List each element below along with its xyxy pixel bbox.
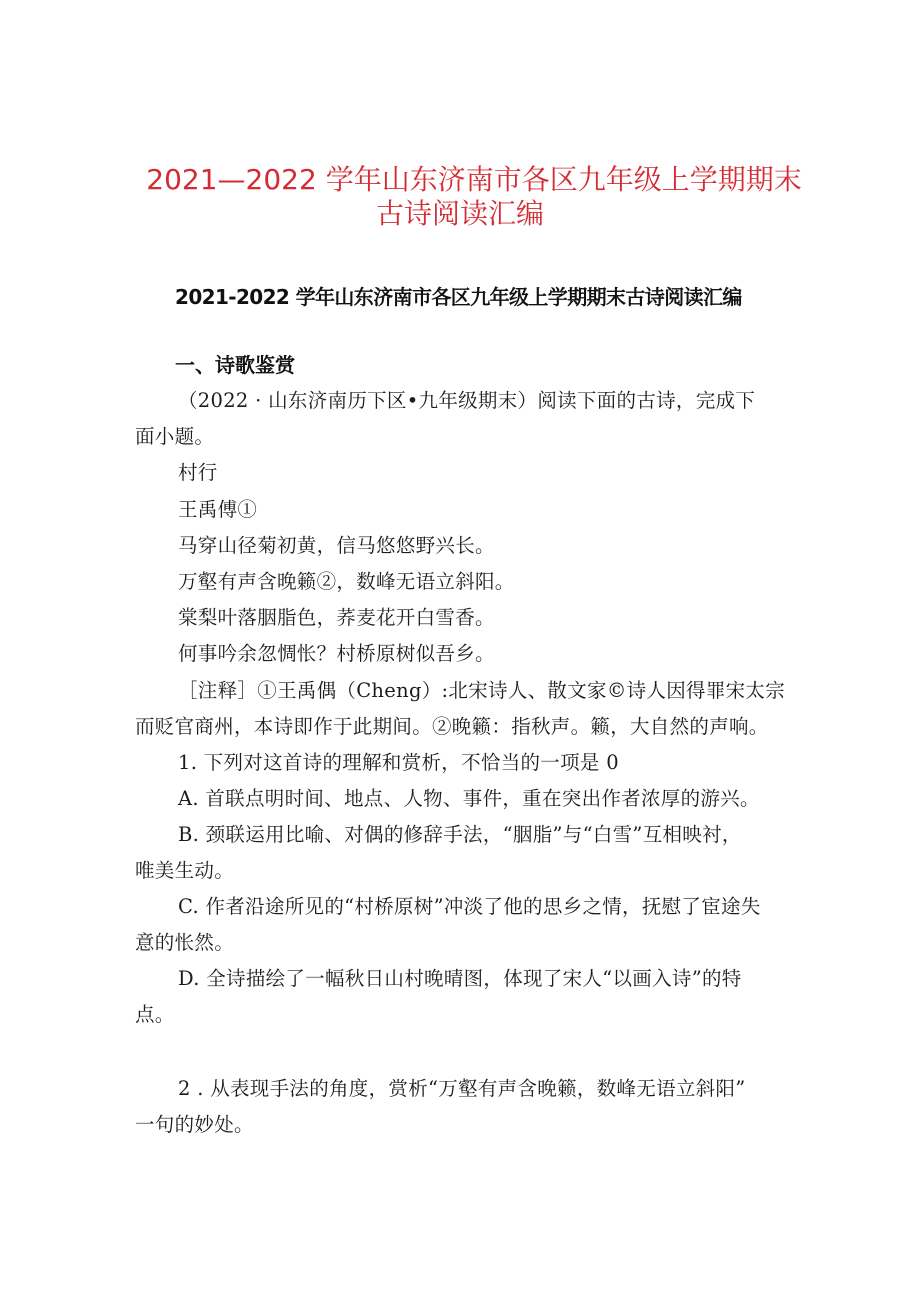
question-1-option-c: C. 作者沿途所见的“村桥原树”冲淡了他的思乡之情，抚慰了宦途失	[178, 895, 761, 918]
poem-author: 王禹傅①	[178, 498, 258, 521]
poem-line: 马穿山径菊初黄，信马悠悠野兴长。	[178, 534, 495, 557]
question-2-stem-continued: 一句的妙处。	[135, 1113, 254, 1136]
poem-line: 棠梨叶落胭脂色，荞麦花开白雪香。	[178, 606, 495, 629]
poem-title: 村行	[178, 461, 218, 484]
question-1-option-b: B. 颈联运用比喻、对偶的修辞手法，“胭脂”与“白雪”互相映衬，	[178, 823, 742, 846]
question-2-stem: 2 . 从表现手法的角度，赏析“万壑有声含晚籁，数峰无语立斜阳”	[178, 1077, 746, 1100]
section-heading: 一、诗歌鉴赏	[175, 353, 295, 377]
document-title-line-1: 2021—2022 学年山东济南市各区九年级上学期期末	[146, 163, 802, 196]
question-1-option-b-continued: 唯美生动。	[135, 859, 235, 882]
poem-line: 万壑有声含晚籁②，数峰无语立斜阳。	[178, 570, 515, 593]
question-1-option-a: A. 首联点明时间、地点、人物、事件，重在突出作者浓厚的游兴。	[178, 787, 760, 810]
question-1-stem: 1. 下列对这首诗的理解和赏析，不恰当的一项是 0	[178, 751, 619, 774]
intro-text: （2022 · 山东济南历下区•九年级期末）阅读下面的古诗，完成下	[178, 389, 756, 412]
question-1-option-d-continued: 点。	[135, 1003, 175, 1026]
question-1-option-c-continued: 意的怅然。	[135, 931, 235, 954]
annotation: ［注释］①王禹偶（Cheng）:北宋诗人、散文家©诗人因得罪宋太宗	[178, 679, 786, 702]
document-title-line-2: 古诗阅读汇编	[375, 197, 544, 230]
annotation-continued: 而贬官商州，本诗即作于此期间。②晚籁：指秋声。籁，大自然的声响。	[135, 715, 769, 738]
intro-text-continued: 面小题。	[135, 425, 215, 448]
question-1-option-d: D. 全诗描绘了一幅秋日山村晚晴图，体现了宋人“以画入诗”的特	[178, 967, 742, 990]
document-subtitle: 2021-2022 学年山东济南市各区九年级上学期期末古诗阅读汇编	[175, 285, 742, 309]
poem-line: 何事吟余忽惆怅？村桥原树似吾乡。	[178, 642, 495, 665]
